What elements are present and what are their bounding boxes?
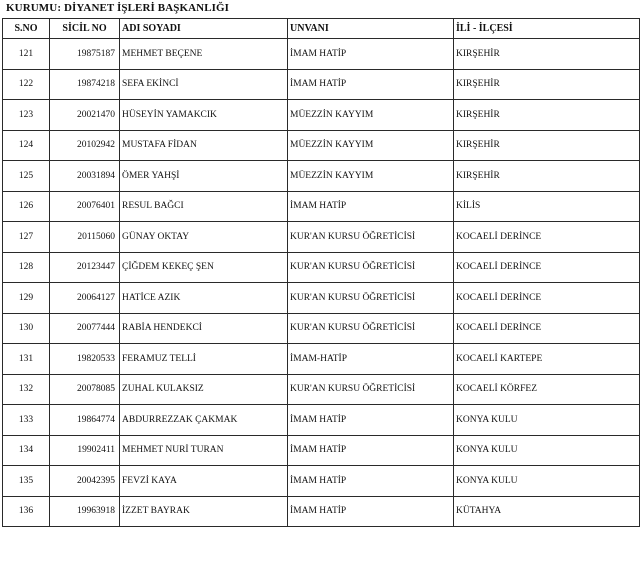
cell-sicil: 20077444 — [50, 313, 120, 344]
cell-name: ABDURREZZAK ÇAKMAK — [120, 405, 288, 436]
cell-sicil: 20042395 — [50, 466, 120, 497]
table-row — [3, 496, 640, 527]
cell-sno: 122 — [3, 69, 50, 100]
cell-unvan: MÜEZZİN KAYYIM — [288, 161, 454, 192]
cell-unvan: İMAM HATİP — [288, 39, 454, 70]
cell-name: FEVZİ KAYA — [120, 466, 288, 497]
cell-ili: KIRŞEHİR — [454, 130, 640, 161]
cell-sno: 121 — [3, 39, 50, 70]
cell-ili: KOCAELİ DERİNCE — [454, 313, 640, 344]
cell-unvan: İMAM HATİP — [288, 435, 454, 466]
cell-sicil: 19875187 — [50, 39, 120, 70]
cell-name: FERAMUZ TELLİ — [120, 344, 288, 375]
cell-ili: KIRŞEHİR — [454, 161, 640, 192]
cell-name: RABİA HENDEKCİ — [120, 313, 288, 344]
cell-name: GÜNAY OKTAY — [120, 222, 288, 253]
cell-unvan: İMAM HATİP — [288, 405, 454, 436]
table-row — [3, 313, 640, 344]
cell-sno: 128 — [3, 252, 50, 283]
cell-unvan: KUR'AN KURSU ÖĞRETİCİSİ — [288, 374, 454, 405]
cell-ili: KIRŞEHİR — [454, 39, 640, 70]
cell-unvan: KUR'AN KURSU ÖĞRETİCİSİ — [288, 252, 454, 283]
cell-unvan: İMAM HATİP — [288, 466, 454, 497]
cell-sicil: 20123447 — [50, 252, 120, 283]
table-row — [3, 283, 640, 314]
cell-unvan: İMAM HATİP — [288, 69, 454, 100]
cell-name: ÇİĞDEM KEKEÇ ŞEN — [120, 252, 288, 283]
table-row — [3, 405, 640, 436]
personnel-table — [2, 18, 640, 527]
cell-name: RESUL BAĞCI — [120, 191, 288, 222]
cell-sno: 135 — [3, 466, 50, 497]
cell-ili: KONYA KULU — [454, 405, 640, 436]
cell-sno: 125 — [3, 161, 50, 192]
cell-sno: 134 — [3, 435, 50, 466]
column-header-sno: S.NO — [3, 19, 50, 39]
column-header-sicil: SİCİL NO — [50, 19, 120, 39]
cell-unvan: İMAM HATİP — [288, 191, 454, 222]
cell-ili: KİLİS — [454, 191, 640, 222]
cell-sno: 127 — [3, 222, 50, 253]
cell-sicil: 20115060 — [50, 222, 120, 253]
cell-unvan: KUR'AN KURSU ÖĞRETİCİSİ — [288, 283, 454, 314]
cell-name: SEFA EKİNCİ — [120, 69, 288, 100]
table-row — [3, 435, 640, 466]
cell-name: MEHMET NURİ TURAN — [120, 435, 288, 466]
cell-name: ZUHAL KULAKSIZ — [120, 374, 288, 405]
cell-sicil: 20102942 — [50, 130, 120, 161]
cell-sno: 126 — [3, 191, 50, 222]
table-row — [3, 222, 640, 253]
cell-sicil: 20078085 — [50, 374, 120, 405]
column-header-ili: İLİ - İLÇESİ — [454, 19, 640, 39]
cell-ili: KONYA KULU — [454, 466, 640, 497]
cell-unvan: İMAM HATİP — [288, 496, 454, 527]
table-row — [3, 344, 640, 375]
cell-sno: 133 — [3, 405, 50, 436]
table-row — [3, 100, 640, 131]
cell-unvan: KUR'AN KURSU ÖĞRETİCİSİ — [288, 313, 454, 344]
cell-ili: KOCAELİ DERİNCE — [454, 252, 640, 283]
cell-ili: KIRŞEHİR — [454, 69, 640, 100]
table-row — [3, 130, 640, 161]
cell-sno: 124 — [3, 130, 50, 161]
table-row — [3, 69, 640, 100]
cell-name: İZZET BAYRAK — [120, 496, 288, 527]
personnel-table-wrapper — [2, 18, 635, 527]
cell-unvan: İMAM-HATİP — [288, 344, 454, 375]
cell-sno: 136 — [3, 496, 50, 527]
cell-sicil: 20076401 — [50, 191, 120, 222]
cell-sno: 131 — [3, 344, 50, 375]
cell-ili: KÜTAHYA — [454, 496, 640, 527]
cell-sno: 129 — [3, 283, 50, 314]
cell-ili: KOCAELİ DERİNCE — [454, 222, 640, 253]
institution-label: KURUMU: — [6, 2, 62, 14]
cell-sno: 132 — [3, 374, 50, 405]
table-row — [3, 39, 640, 70]
table-header-row — [3, 19, 640, 39]
cell-sno: 123 — [3, 100, 50, 131]
cell-sicil: 19820533 — [50, 344, 120, 375]
column-header-unvan: UNVANI — [288, 19, 454, 39]
table-row — [3, 191, 640, 222]
cell-name: HÜSEYİN YAMAKCIK — [120, 100, 288, 131]
table-row — [3, 374, 640, 405]
cell-name: MUSTAFA FİDAN — [120, 130, 288, 161]
table-row — [3, 252, 640, 283]
institution-name: DİYANET İŞLERİ BAŞKANLIĞI — [63, 2, 230, 14]
cell-sicil: 20064127 — [50, 283, 120, 314]
cell-unvan: KUR'AN KURSU ÖĞRETİCİSİ — [288, 222, 454, 253]
cell-unvan: MÜEZZİN KAYYIM — [288, 100, 454, 131]
cell-unvan: MÜEZZİN KAYYIM — [288, 130, 454, 161]
cell-ili: KONYA KULU — [454, 435, 640, 466]
cell-name: MEHMET BEÇENE — [120, 39, 288, 70]
table-row — [3, 161, 640, 192]
cell-sicil: 19864774 — [50, 405, 120, 436]
cell-sicil: 19874218 — [50, 69, 120, 100]
cell-sicil: 20021470 — [50, 100, 120, 131]
cell-ili: KOCAELİ KÖRFEZ — [454, 374, 640, 405]
cell-sicil: 19902411 — [50, 435, 120, 466]
cell-name: HATİCE AZIK — [120, 283, 288, 314]
institution-header — [6, 2, 229, 14]
column-header-name: ADI SOYADI — [120, 19, 288, 39]
table-body — [3, 39, 640, 527]
cell-sno: 130 — [3, 313, 50, 344]
cell-ili: KOCAELİ KARTEPE — [454, 344, 640, 375]
cell-name: ÖMER YAHŞİ — [120, 161, 288, 192]
cell-ili: KIRŞEHİR — [454, 100, 640, 131]
cell-sicil: 19963918 — [50, 496, 120, 527]
cell-ili: KOCAELİ DERİNCE — [454, 283, 640, 314]
table-row — [3, 466, 640, 497]
cell-sicil: 20031894 — [50, 161, 120, 192]
